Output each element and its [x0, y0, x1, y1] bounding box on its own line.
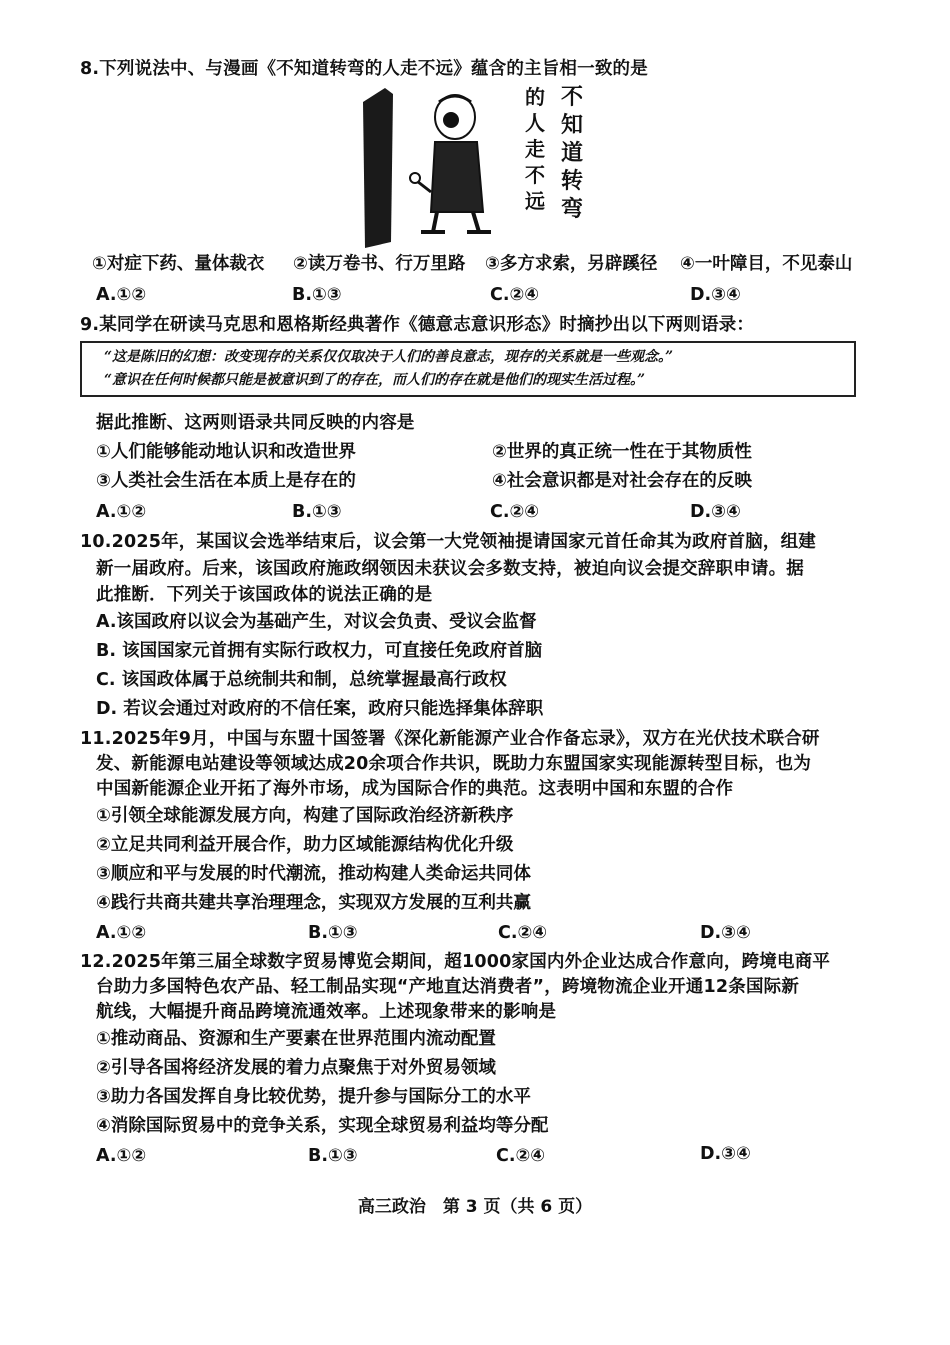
- q9-statement-3: ③人类社会生活在本质上是存在的: [96, 471, 356, 491]
- q9-quote-1: “这是陈旧的幻想：改变现存的关系仅仅取决于人们的善良意志，现存的关系就是一些观念。”: [104, 349, 674, 365]
- q12-stem-line-3: 航线，大幅提升商品跨境流通效率。上述现象带来的影响是: [96, 1002, 557, 1022]
- q10-choice-b: B. 该国国家元首拥有实际行政权力，可直接任免政府首脑: [96, 641, 543, 661]
- cartoon-man: [410, 95, 491, 232]
- q12-stem-line-1: 12.2025年第三届全球数字贸易博览会期间，超1000家国内外企业达成合作意向，跨境电商平: [80, 952, 831, 972]
- cartoon-caption-col2: 的人走不远: [525, 85, 545, 213]
- q11-statement-2: ②立足共同利益开展合作，助力区域能源结构优化升级: [96, 835, 514, 855]
- q11-stem-line-3: 中国新能源企业开拓了海外市场，成为国际合作的典范。这表明中国和东盟的合作: [96, 779, 734, 799]
- q9-stem: 9.某同学在研读马克思和恩格斯经典著作《德意志意识形态》时摘抄出以下两则语录：: [80, 315, 755, 335]
- page-footer: 高三政治 第 3 页（共 6 页）: [357, 1197, 593, 1217]
- q8-option-b: B.①③: [292, 285, 342, 305]
- q12-statement-2: ②引导各国将经济发展的着力点聚焦于对外贸易领域: [96, 1058, 496, 1078]
- q11-option-d: D.③④: [700, 923, 751, 943]
- q10-stem-line-2: 新一届政府。后来，该国政府施政纲领因未获议会多数支持，被迫向议会提交辞职申请。据: [96, 559, 804, 579]
- q11-stem-line-2: 发、新能源电站建设等领域达成20余项合作共识，既助力东盟国家实现能源转型目标，也为: [96, 754, 812, 774]
- q9-statement-2: ②世界的真正统一性在于其物质性: [492, 442, 752, 462]
- q9-quote-2: “意识在任何时候都只能是被意识到了的存在，而人们的存在就是他们的现实生活过程。”: [104, 372, 646, 388]
- q8-statement-3: ③多方求索，另辟蹊径: [485, 254, 658, 274]
- q11-option-b: B.①③: [308, 923, 358, 943]
- q9-option-a: A.①②: [96, 502, 147, 522]
- cartoon-image: [355, 82, 595, 252]
- q9-option-d: D.③④: [690, 502, 741, 522]
- q11-option-c: C.②④: [498, 923, 548, 943]
- q11-statement-4: ④践行共商共建共享治理理念，实现双方发展的互利共赢: [96, 893, 531, 913]
- q11-option-a: A.①②: [96, 923, 147, 943]
- q8-option-d: D.③④: [690, 285, 741, 305]
- q10-choice-a: A.该国政府以议会为基础产生，对议会负责、受议会监督: [96, 612, 537, 632]
- q12-option-c: C.②④: [496, 1146, 546, 1166]
- q12-option-d: D.③④: [700, 1144, 751, 1164]
- q8-statement-4: ④一叶障目，不见泰山: [680, 254, 853, 274]
- q9-lead: 据此推断、这两则语录共同反映的内容是: [96, 413, 415, 433]
- cartoon-wall: [363, 88, 393, 248]
- q12-option-b: B.①③: [308, 1146, 358, 1166]
- q8-stem: 8.下列说法中、与漫画《不知道转弯的人走不远》蕴含的主旨相一致的是: [80, 59, 648, 79]
- q11-statement-3: ③顺应和平与发展的时代潮流，推动构建人类命运共同体: [96, 864, 531, 884]
- q12-stem-line-2: 台助力多国特色农产品、轻工制品实现“产地直达消费者”，跨境物流企业开通12条国际新: [96, 977, 800, 997]
- cartoon-caption-col1: 不知道转弯: [561, 84, 584, 222]
- q12-statement-1: ①推动商品、资源和生产要素在世界范围内流动配置: [96, 1029, 496, 1049]
- q11-statement-1: ①引领全球能源发展方向，构建了国际政治经济新秩序: [96, 806, 514, 826]
- q9-option-b: B.①③: [292, 502, 342, 522]
- q9-statement-4: ④社会意识都是对社会存在的反映: [492, 471, 752, 491]
- q8-option-a: A.①②: [96, 285, 147, 305]
- q10-stem-line-3: 此推断．下列关于该国政体的说法正确的是: [96, 585, 433, 605]
- q10-choice-d: D. 若议会通过对政府的不信任案，政府只能选择集体辞职: [96, 699, 544, 719]
- q10-choice-c: C. 该国政体属于总统制共和制，总统掌握最高行政权: [96, 670, 507, 690]
- q8-option-c: C.②④: [490, 285, 540, 305]
- q8-statement-2: ②读万卷书、行万里路: [293, 254, 466, 274]
- q12-statement-3: ③助力各国发挥自身比较优势，提升参与国际分工的水平: [96, 1087, 531, 1107]
- q11-stem-line-1: 11.2025年9月，中国与东盟十国签署《深化新能源产业合作备忘录》，双方在光伏技术联合研: [80, 729, 820, 749]
- q12-statement-4: ④消除国际贸易中的竞争关系，实现全球贸易利益均等分配: [96, 1116, 549, 1136]
- q10-stem-line-1: 10.2025年，某国议会选举结束后，议会第一大党领袖提请国家元首任命其为政府首脑，组建: [80, 532, 817, 552]
- q12-option-a: A.①②: [96, 1146, 147, 1166]
- q9-option-c: C.②④: [490, 502, 540, 522]
- q9-statement-1: ①人们能够能动地认识和改造世界: [96, 442, 356, 462]
- q8-statement-1: ①对症下药、量体裁衣: [92, 254, 265, 274]
